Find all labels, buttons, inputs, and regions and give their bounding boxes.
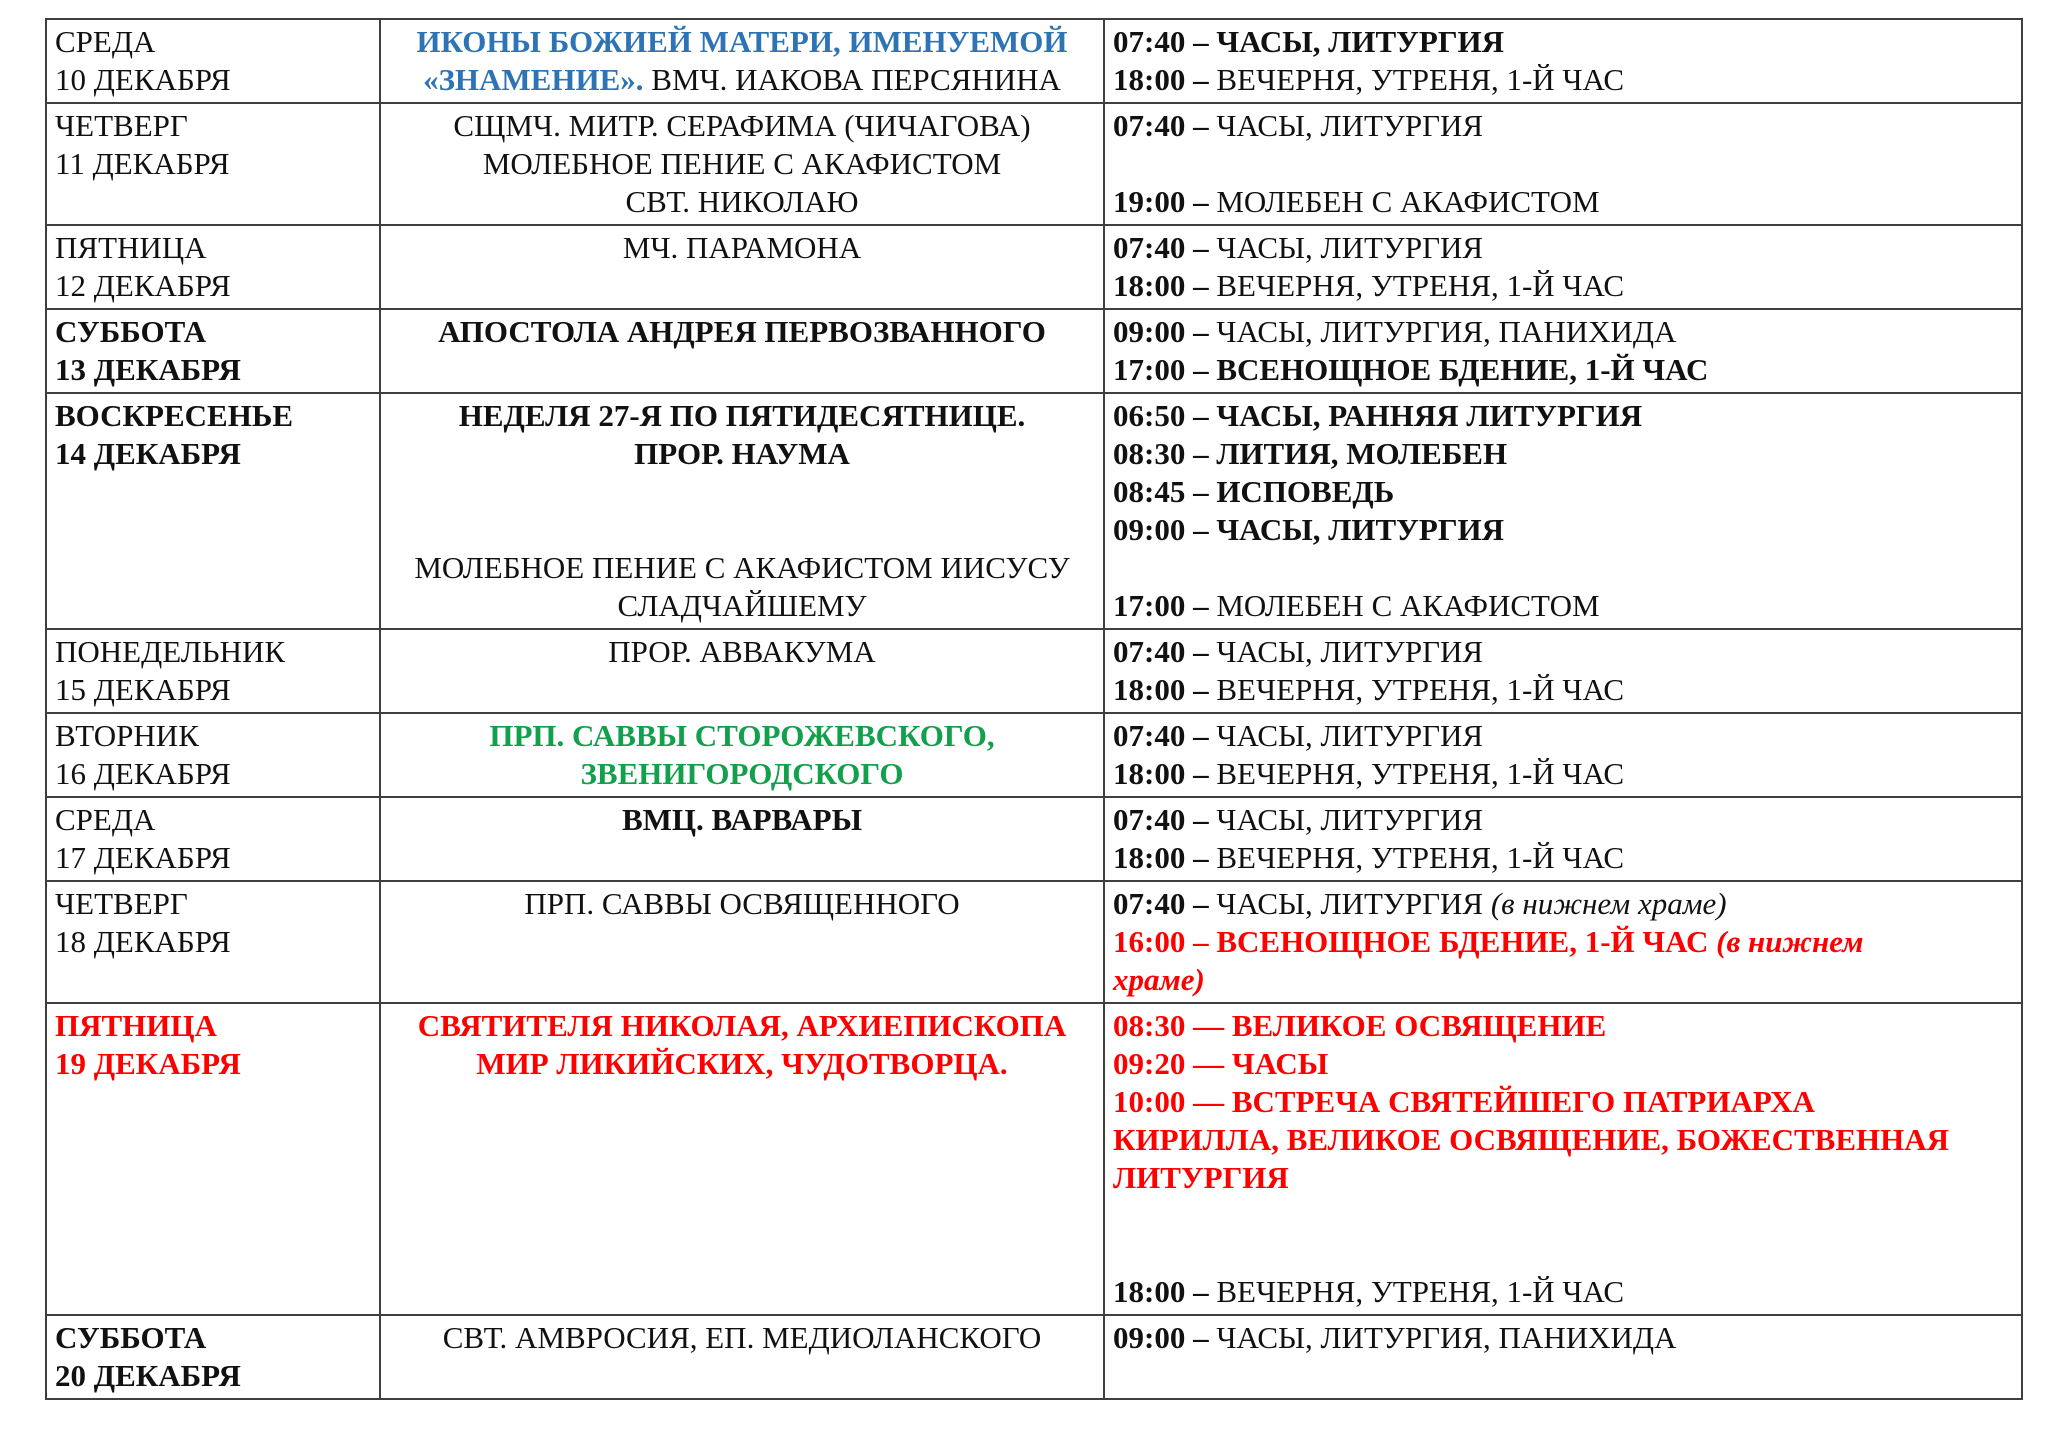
text-line <box>1113 839 2013 877</box>
text-line <box>1113 587 2013 625</box>
feast-cell <box>380 629 1104 713</box>
text-line <box>55 1007 371 1045</box>
text-segment: 12 ДЕКАБРЯ <box>55 268 231 303</box>
text-line <box>389 23 1095 61</box>
services-cell <box>1104 393 2022 629</box>
text-line <box>1113 801 2013 839</box>
text-segment: МОЛЕБЕН С АКАФИСТОМ <box>1216 184 1600 219</box>
text-segment: 14 ДЕКАБРЯ <box>55 436 241 471</box>
text-segment: ЧАСЫ, ЛИТУРГИЯ <box>1216 718 1484 753</box>
services-cell <box>1104 309 2022 393</box>
text-line <box>1113 885 2013 923</box>
text-segment: НЕДЕЛЯ 27-Я ПО ПЯТИДЕСЯТНИЦЕ. <box>458 398 1026 433</box>
text-segment: храме) <box>1113 962 1205 997</box>
text-segment: 18:00 – <box>1113 756 1217 791</box>
text-segment: СВТ. НИКОЛАЮ <box>625 184 859 219</box>
schedule-table <box>45 18 2023 1400</box>
text-line <box>55 1045 371 1083</box>
text-line <box>55 145 371 183</box>
feast-cell <box>380 225 1104 309</box>
text-line <box>1113 23 2013 61</box>
feast-cell <box>380 1003 1104 1315</box>
text-line <box>1113 1007 2013 1045</box>
day-cell <box>46 225 380 309</box>
services-cell <box>1104 797 2022 881</box>
text-line <box>55 397 371 435</box>
text-segment: 08:30 – ЛИТИЯ, МОЛЕБЕН <box>1113 436 1508 471</box>
text-line <box>389 473 1095 511</box>
text-segment: СУББОТА <box>55 1320 207 1355</box>
day-cell <box>46 713 380 797</box>
text-segment: 18:00 – <box>1113 62 1217 97</box>
text-segment: ЛИТУРГИЯ <box>1113 1160 1289 1195</box>
table-row <box>46 1315 2022 1399</box>
text-line <box>1113 1045 2013 1083</box>
text-line <box>1113 397 2013 435</box>
text-line <box>55 885 371 923</box>
text-segment: ВТОРНИК <box>55 718 199 753</box>
text-line <box>389 801 1095 839</box>
text-segment: ВЕЧЕРНЯ, УТРЕНЯ, 1-Й ЧАС <box>1216 62 1625 97</box>
text-line <box>389 183 1095 221</box>
text-segment: 17:00 – ВСЕНОЩНОЕ БДЕНИЕ, 1-Й ЧАС <box>1113 352 1709 387</box>
day-cell <box>46 103 380 225</box>
table-row <box>46 103 2022 225</box>
text-segment: 07:40 – ЧАСЫ, ЛИТУРГИЯ <box>1113 24 1505 59</box>
text-line <box>389 435 1095 473</box>
text-segment: 07:40 – <box>1113 886 1217 921</box>
text-segment: СВЯТИТЕЛЯ НИКОЛАЯ, АРХИЕПИСКОПА <box>417 1008 1067 1043</box>
text-line <box>55 23 371 61</box>
text-line <box>1113 351 2013 389</box>
text-line <box>389 717 1095 755</box>
text-segment: 11 ДЕКАБРЯ <box>55 146 230 181</box>
text-segment: СУББОТА <box>55 314 207 349</box>
services-cell <box>1104 19 2022 103</box>
text-segment: ЧАСЫ, ЛИТУРГИЯ, ПАНИХИДА <box>1216 1320 1677 1355</box>
table-row <box>46 881 2022 1003</box>
text-segment: 09:20 — ЧАСЫ <box>1113 1046 1329 1081</box>
day-cell <box>46 797 380 881</box>
text-segment: 16:00 – ВСЕНОЩНОЕ БДЕНИЕ, 1-Й ЧАС <box>1113 924 1717 959</box>
text-segment: 15 ДЕКАБРЯ <box>55 672 231 707</box>
text-segment: КИРИЛЛА, ВЕЛИКОЕ ОСВЯЩЕНИЕ, БОЖЕСТВЕННАЯ <box>1113 1122 1950 1157</box>
text-line <box>389 1007 1095 1045</box>
text-line <box>55 1319 371 1357</box>
text-line <box>55 435 371 473</box>
text-line <box>1113 183 2013 221</box>
text-line <box>1113 633 2013 671</box>
services-cell <box>1104 881 2022 1003</box>
text-segment: ПРП. САВВЫ ОСВЯЩЕННОГО <box>524 886 960 921</box>
feast-cell <box>380 1315 1104 1399</box>
text-segment: «ЗНАМЕНИЕ». <box>423 62 652 97</box>
text-line <box>1113 961 2013 999</box>
text-line <box>389 107 1095 145</box>
text-segment: СРЕДА <box>55 24 156 59</box>
text-line <box>1113 1197 2013 1235</box>
text-line <box>1113 107 2013 145</box>
text-line <box>389 61 1095 99</box>
text-segment: ВЕЧЕРНЯ, УТРЕНЯ, 1-Й ЧАС <box>1216 672 1625 707</box>
text-line <box>389 511 1095 549</box>
text-line <box>1113 313 2013 351</box>
text-line <box>1113 1319 2013 1357</box>
text-segment: ЗВЕНИГОРОДСКОГО <box>580 756 904 791</box>
text-line <box>55 839 371 877</box>
text-segment: ПЯТНИЦА <box>55 1008 217 1043</box>
text-segment: ПЯТНИЦА <box>55 230 207 265</box>
services-cell <box>1104 1003 2022 1315</box>
text-segment: ПОНЕДЕЛЬНИК <box>55 634 286 669</box>
day-cell <box>46 309 380 393</box>
text-segment: МОЛЕБНОЕ ПЕНИЕ С АКАФИСТОМ ИИСУСУ <box>414 550 1070 585</box>
text-segment: ЧЕТВЕРГ <box>55 108 188 143</box>
text-line <box>1113 267 2013 305</box>
text-segment: 19:00 – <box>1113 184 1217 219</box>
text-segment: ИКОНЫ БОЖИЕЙ МАТЕРИ, ИМЕНУЕМОЙ <box>416 24 1068 59</box>
services-cell <box>1104 103 2022 225</box>
services-cell <box>1104 225 2022 309</box>
text-segment: МОЛЕБЕН С АКАФИСТОМ <box>1216 588 1600 623</box>
text-line <box>1113 1121 2013 1159</box>
text-segment: МОЛЕБНОЕ ПЕНИЕ С АКАФИСТОМ <box>482 146 1002 181</box>
text-line <box>1113 923 2013 961</box>
text-line <box>389 885 1095 923</box>
text-segment: 07:40 – <box>1113 718 1217 753</box>
text-line <box>55 633 371 671</box>
text-line <box>55 229 371 267</box>
text-line <box>1113 435 2013 473</box>
text-segment: ВМЧ. ИАКОВА ПЕРСЯНИНА <box>651 62 1061 97</box>
text-line <box>55 755 371 793</box>
text-segment: ВЕЧЕРНЯ, УТРЕНЯ, 1-Й ЧАС <box>1216 840 1625 875</box>
text-line <box>1113 229 2013 267</box>
text-segment: СЩМЧ. МИТР. СЕРАФИМА (ЧИЧАГОВА) <box>453 108 1031 143</box>
services-cell <box>1104 1315 2022 1399</box>
text-segment: ЧАСЫ, ЛИТУРГИЯ <box>1216 802 1484 837</box>
text-line <box>1113 1083 2013 1121</box>
table-row <box>46 19 2022 103</box>
table-row <box>46 629 2022 713</box>
text-segment: МИР ЛИКИЙСКИХ, ЧУДОТВОРЦА. <box>476 1046 1008 1081</box>
text-segment: 18:00 – <box>1113 268 1217 303</box>
text-segment: ВЕЧЕРНЯ, УТРЕНЯ, 1-Й ЧАС <box>1216 756 1625 791</box>
table-row <box>46 797 2022 881</box>
table-row <box>46 393 2022 629</box>
text-segment: СРЕДА <box>55 802 156 837</box>
feast-cell <box>380 797 1104 881</box>
text-line <box>55 1357 371 1395</box>
day-cell <box>46 881 380 1003</box>
text-line <box>389 587 1095 625</box>
text-segment: ЧАСЫ, ЛИТУРГИЯ <box>1216 886 1491 921</box>
text-line <box>1113 671 2013 709</box>
feast-cell <box>380 103 1104 225</box>
table-row <box>46 1003 2022 1315</box>
text-segment: (в нижнем <box>1716 924 1864 959</box>
text-line <box>389 755 1095 793</box>
text-segment: ВОСКРЕСЕНЬЕ <box>55 398 293 433</box>
text-segment: 17 ДЕКАБРЯ <box>55 840 231 875</box>
services-cell <box>1104 629 2022 713</box>
text-line <box>55 923 371 961</box>
text-line <box>55 107 371 145</box>
feast-cell <box>380 309 1104 393</box>
feast-cell <box>380 713 1104 797</box>
text-segment: 10:00 — ВСТРЕЧА СВЯТЕЙШЕГО ПАТРИАРХА <box>1113 1084 1815 1119</box>
text-segment: 09:00 – <box>1113 1320 1217 1355</box>
text-segment: 18 ДЕКАБРЯ <box>55 924 231 959</box>
text-line <box>55 671 371 709</box>
text-line <box>1113 511 2013 549</box>
text-segment: 07:40 – <box>1113 802 1217 837</box>
text-line <box>1113 1235 2013 1273</box>
text-line <box>1113 549 2013 587</box>
text-segment: 07:40 – <box>1113 230 1217 265</box>
text-line <box>1113 1159 2013 1197</box>
table-row <box>46 309 2022 393</box>
text-segment: 07:40 – <box>1113 634 1217 669</box>
table-row <box>46 713 2022 797</box>
text-segment: ВМЦ. ВАРВАРЫ <box>621 802 863 837</box>
text-line <box>55 313 371 351</box>
text-segment: 18:00 – <box>1113 672 1217 707</box>
day-cell <box>46 1315 380 1399</box>
text-segment: 18:00 – <box>1113 1274 1217 1309</box>
text-line <box>1113 755 2013 793</box>
text-segment: 13 ДЕКАБРЯ <box>55 352 241 387</box>
text-segment: 09:00 – ЧАСЫ, ЛИТУРГИЯ <box>1113 512 1505 547</box>
text-segment: АПОСТОЛА АНДРЕЯ ПЕРВОЗВАННОГО <box>438 314 1046 349</box>
text-segment: МЧ. ПАРАМОНА <box>622 230 862 265</box>
text-segment: 18:00 – <box>1113 840 1217 875</box>
text-segment: СЛАДЧАЙШЕМУ <box>617 588 867 623</box>
text-segment: 17:00 – <box>1113 588 1217 623</box>
text-line <box>389 397 1095 435</box>
text-segment: ПРП. САВВЫ СТОРОЖЕВСКОГО, <box>489 718 995 753</box>
text-segment: 08:30 — ВЕЛИКОЕ ОСВЯЩЕНИЕ <box>1113 1008 1607 1043</box>
text-line <box>389 145 1095 183</box>
services-cell <box>1104 713 2022 797</box>
text-line <box>389 313 1095 351</box>
text-segment: ВЕЧЕРНЯ, УТРЕНЯ, 1-Й ЧАС <box>1216 1274 1625 1309</box>
text-segment: ЧАСЫ, ЛИТУРГИЯ, ПАНИХИДА <box>1216 314 1677 349</box>
text-line <box>1113 1273 2013 1311</box>
text-line <box>389 633 1095 671</box>
day-cell <box>46 629 380 713</box>
text-line <box>1113 61 2013 99</box>
text-line <box>1113 473 2013 511</box>
day-cell <box>46 393 380 629</box>
text-segment: ПРОР. НАУМА <box>634 436 850 471</box>
text-segment: ЧАСЫ, ЛИТУРГИЯ <box>1216 108 1484 143</box>
text-line <box>55 717 371 755</box>
text-segment: ЧЕТВЕРГ <box>55 886 188 921</box>
schedule-body <box>46 19 2022 1399</box>
text-line <box>55 267 371 305</box>
text-segment: 20 ДЕКАБРЯ <box>55 1358 241 1393</box>
text-line <box>1113 717 2013 755</box>
text-segment: 06:50 – ЧАСЫ, РАННЯЯ ЛИТУРГИЯ <box>1113 398 1643 433</box>
text-segment: СВТ. АМВРОСИЯ, ЕП. МЕДИОЛАНСКОГО <box>442 1320 1042 1355</box>
text-line <box>389 1045 1095 1083</box>
text-segment: 10 ДЕКАБРЯ <box>55 62 231 97</box>
text-segment: ЧАСЫ, ЛИТУРГИЯ <box>1216 230 1484 265</box>
text-line <box>389 549 1095 587</box>
table-row <box>46 225 2022 309</box>
feast-cell <box>380 19 1104 103</box>
text-segment: (в нижнем храме) <box>1490 886 1727 921</box>
text-line <box>55 801 371 839</box>
text-segment: ЧАСЫ, ЛИТУРГИЯ <box>1216 634 1484 669</box>
text-segment: 07:40 – <box>1113 108 1217 143</box>
text-segment: 16 ДЕКАБРЯ <box>55 756 231 791</box>
text-line <box>389 1319 1095 1357</box>
text-line <box>1113 145 2013 183</box>
text-line <box>389 229 1095 267</box>
day-cell <box>46 1003 380 1315</box>
text-segment: 09:00 – <box>1113 314 1217 349</box>
text-segment: 08:45 – ИСПОВЕДЬ <box>1113 474 1395 509</box>
day-cell <box>46 19 380 103</box>
text-line <box>55 61 371 99</box>
feast-cell <box>380 393 1104 629</box>
text-line <box>55 351 371 389</box>
feast-cell <box>380 881 1104 1003</box>
text-segment: 19 ДЕКАБРЯ <box>55 1046 241 1081</box>
text-segment: ПРОР. АВВАКУМА <box>608 634 876 669</box>
text-segment: ВЕЧЕРНЯ, УТРЕНЯ, 1-Й ЧАС <box>1216 268 1625 303</box>
